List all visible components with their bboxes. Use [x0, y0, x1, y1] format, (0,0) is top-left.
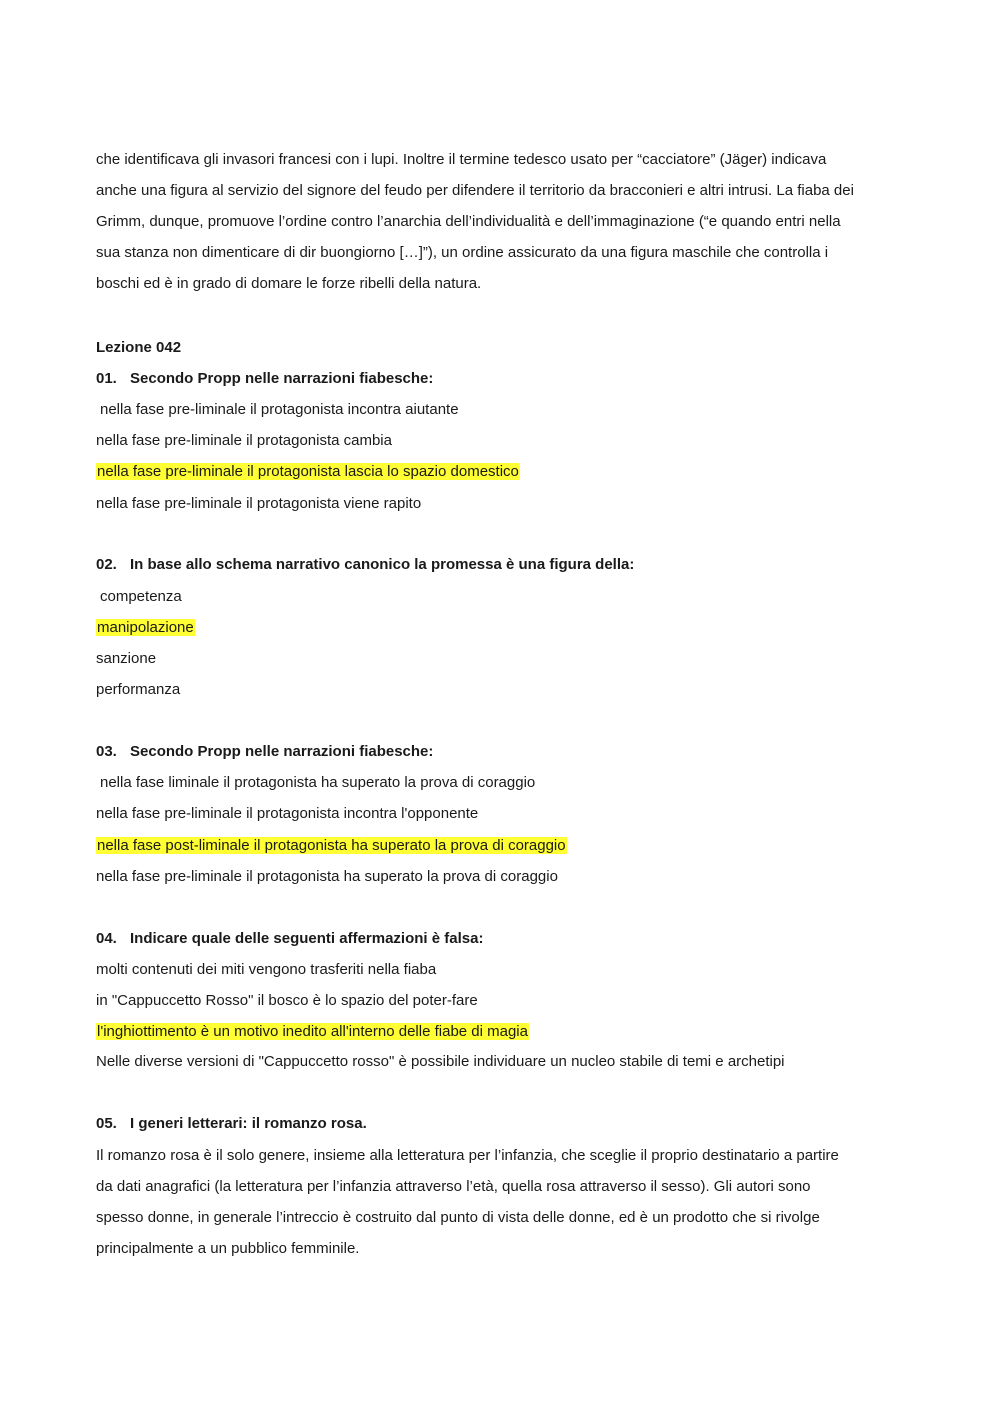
answer-paragraph-line: principalmente a un pubblico femminile.: [96, 1240, 360, 1257]
question-number: 02.: [96, 556, 117, 573]
highlighted-answer: manipolazione: [97, 619, 194, 636]
answer-option: nella fase pre-liminale il protagonista viene rapito: [96, 495, 422, 512]
answer-option: performanza: [96, 681, 181, 698]
answer-option: competenza: [100, 588, 182, 605]
answer-option-correct: [96, 462, 520, 482]
question-05: [96, 1114, 367, 1134]
answer-paragraph-line: spesso donne, in generale l’intreccio è costruito dal punto di vista delle donne, ed è un prodotto che si rivolge: [96, 1209, 820, 1226]
highlighted-answer: l'inghiottimento è un motivo inedito all'interno delle fiabe di magia: [97, 1023, 528, 1040]
question-01: [96, 369, 433, 389]
answer-option: in "Cappuccetto Rosso" il bosco è lo spazio del poter-fare: [96, 992, 478, 1009]
answer-option: sanzione: [96, 650, 157, 667]
intro-line: che identificava gli invasori francesi con i lupi. Inoltre il termine tedesco usato per “cacciatore” (Jäger) indicava: [96, 151, 827, 168]
answer-paragraph-line: da dati anagrafici (la letteratura per l’infanzia attraverso l’età, quella rosa attraverso il sesso). Gli autori sono: [96, 1178, 811, 1195]
question-number: 01.: [96, 370, 117, 387]
answer-option: nella fase pre-liminale il protagonista incontra aiutante: [100, 401, 459, 418]
answer-option: Nelle diverse versioni di "Cappuccetto rosso" è possibile individuare un nucleo stabile di temi e archetipi: [96, 1053, 785, 1070]
answer-option-correct: [96, 1022, 529, 1042]
question-number: 05.: [96, 1115, 117, 1132]
answer-paragraph-line: Il romanzo rosa è il solo genere, insieme alla letteratura per l’infanzia, che sceglie il proprio destinatario a partire: [96, 1147, 839, 1164]
answer-option: molti contenuti dei miti vengono trasferiti nella fiaba: [96, 961, 437, 978]
answer-option: nella fase pre-liminale il protagonista ha superato la prova di coraggio: [96, 868, 558, 885]
question-text: Secondo Propp nelle narrazioni fiabesche:: [130, 370, 434, 387]
question-04: [96, 929, 483, 949]
answer-option: nella fase pre-liminale il protagonista incontra l'opponente: [96, 805, 479, 822]
intro-line: anche una figura al servizio del signore del feudo per difendere il territorio da bracconieri e altri intrusi. La fiaba dei: [96, 182, 854, 199]
question-text: Indicare quale delle seguenti affermazioni è falsa:: [130, 930, 484, 947]
answer-option: nella fase liminale il protagonista ha superato la prova di coraggio: [100, 774, 536, 791]
question-number: 03.: [96, 743, 117, 760]
question-03: [96, 742, 433, 762]
intro-line: Grimm, dunque, promuove l’ordine contro l’anarchia dell’individualità e dell’immaginazione (“e quando entri nella: [96, 213, 841, 230]
lesson-title: Lezione 042: [96, 339, 182, 356]
question-number: 04.: [96, 930, 117, 947]
highlighted-answer: nella fase pre-liminale il protagonista lascia lo spazio domestico: [97, 463, 519, 480]
intro-line: sua stanza non dimenticare di dir buongiorno […]”), un ordine assicurato da una figura maschile che controlla i: [96, 244, 829, 261]
question-text: In base allo schema narrativo canonico la promessa è una figura della:: [130, 556, 635, 573]
question-02: [96, 555, 634, 575]
answer-option-correct: [96, 836, 567, 856]
question-text: Secondo Propp nelle narrazioni fiabesche:: [130, 743, 434, 760]
intro-line: boschi ed è in grado di domare le forze ribelli della natura.: [96, 275, 482, 292]
question-text: I generi letterari: il romanzo rosa.: [130, 1115, 367, 1132]
answer-option: nella fase pre-liminale il protagonista cambia: [96, 432, 392, 449]
highlighted-answer: nella fase post-liminale il protagonista ha superato la prova di coraggio: [97, 837, 566, 854]
answer-option-correct: [96, 618, 195, 638]
